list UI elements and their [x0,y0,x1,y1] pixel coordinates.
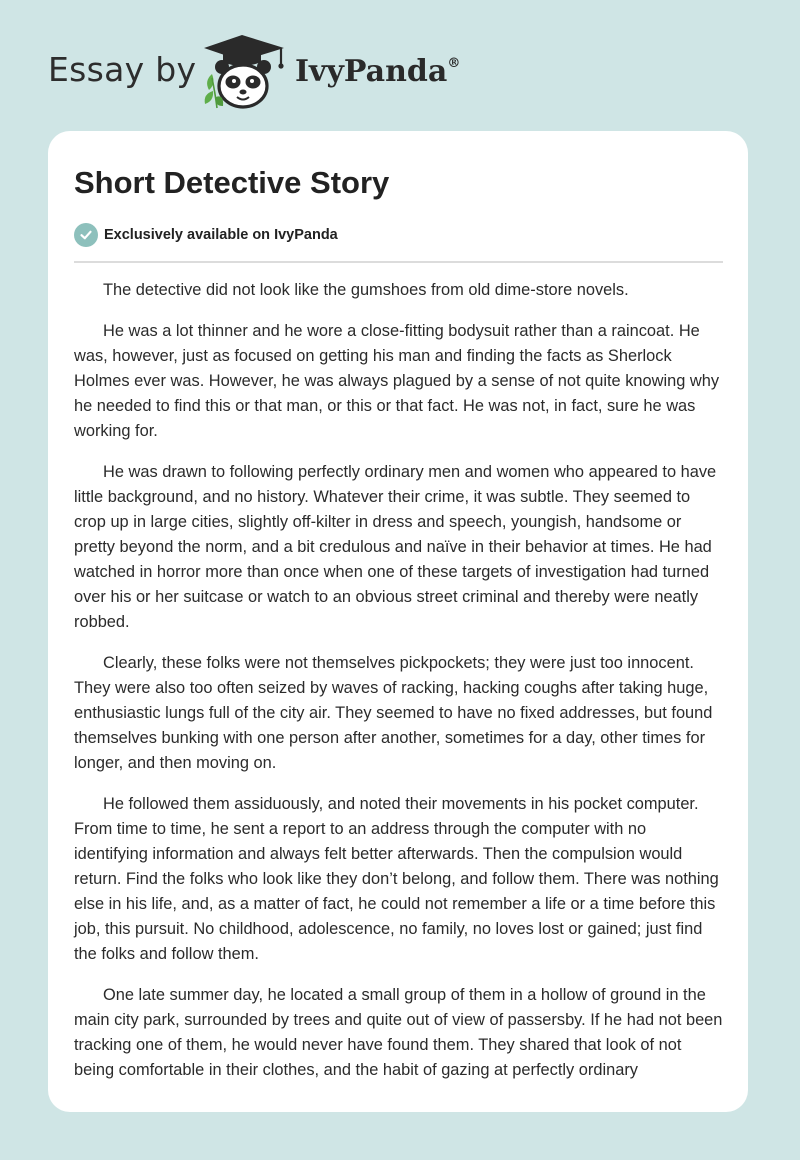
check-icon [74,223,98,247]
paragraph: He was drawn to following perfectly ordinary men and women who appeared to have little background, and no history. Whatever their crime, it was subtle. They seemed to crop up in large cities, slightly off-kilter in dress and speech, youngish, handsome or pretty beyond the norm, and a bit credulous and naïve in their behavior at times. He had watched in horror more than once when one of these targets of investigation had turned over his or her suitcase or watch to an obvious street criminal and thereby were neatly robbed. [74,463,717,631]
exclusive-badge-text: Exclusively available on IvyPanda [104,227,338,243]
paragraph: He followed them assiduously, and noted their movements in his pocket computer. From time to time, he sent a report to an address through the computer with no identifying information and always felt better afterwards. Then the compulsion would return. Find the folks who look like they don’t belong, and follow them. There was nothing else in his life, and, as a matter of fact, he could not remember a life or a time before this job, this pursuit. No childhood, adolescence, no family, no loves lost or gained; just find the folks and follow them. [74,795,719,963]
exclusive-badge [74,223,338,247]
article-card [48,131,748,1112]
site-header [0,0,800,130]
panda-graduate-icon[interactable] [200,34,292,110]
article-body [74,278,724,1099]
title-divider [74,261,723,263]
paragraph: Clearly, these folks were not themselves pickpockets; they were just too innocent. They were also too often seized by waves of racking, hacking coughs after taking huge, enthusiastic lungs full of the city air. They seemed to have no fixed addresses, but found themselves bunking with one person after another, sometimes for a day, other times for longer, and then moving on. [74,654,713,772]
brand-wordmark[interactable] [295,54,460,89]
registered-mark: ® [447,56,461,71]
paragraph: The detective did not look like the gumshoes from old dime-store novels. [103,281,629,299]
brand-name: IvyPanda [295,54,448,89]
article-title: Short Detective Story [74,165,390,200]
essay-by-label: Essay by [48,50,197,89]
paragraph: One late summer day, he located a small group of them in a hollow of ground in the main city park, surrounded by trees and quite out of view of passersby. If he had not been tracking one of them, he would never have found them. They shared that look of not being comfortable in their clothes, and the habit of gazing at perfectly ordinary [74,986,723,1079]
paragraph: He was a lot thinner and he wore a close-fitting bodysuit rather than a raincoat. He was, however, just as focused on getting his man and finding the facts as Sherlock Holmes ever was. However, he was always plagued by a sense of not quite knowing why he needed to find this or that man, or this or that fact. He was not, in fact, sure he was working for. [74,322,720,440]
